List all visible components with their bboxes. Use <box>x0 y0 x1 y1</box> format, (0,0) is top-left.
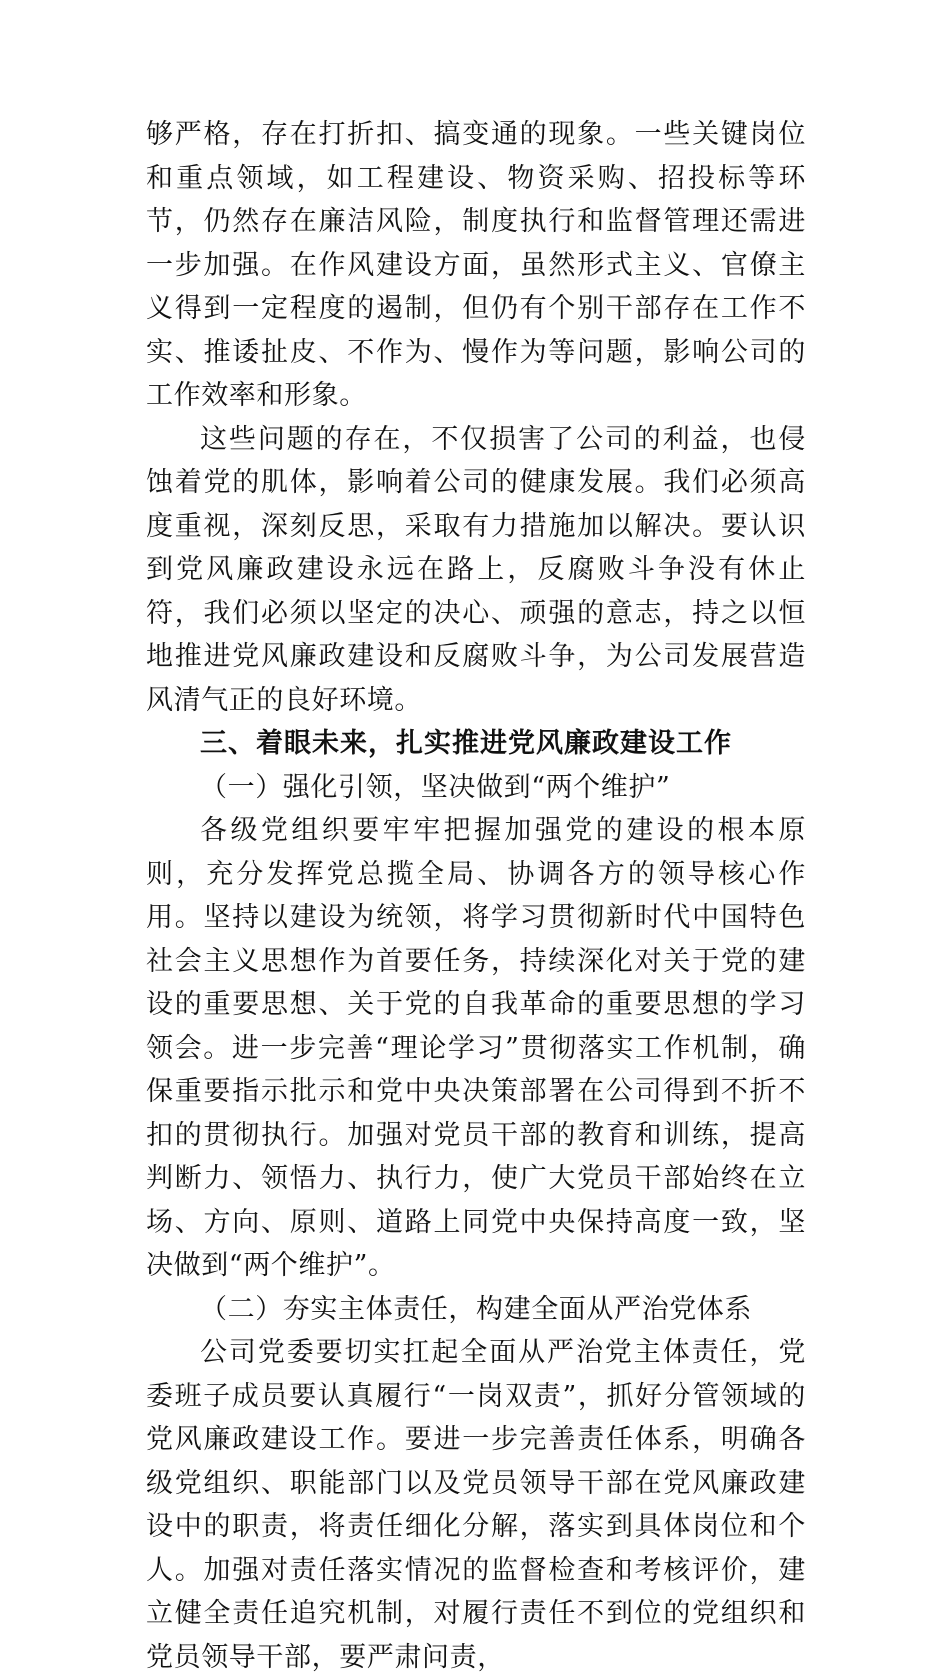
subsection-body-2: 公司党委要切实扛起全面从严治党主体责任，党委班子成员要认真履行“一岗双责”，抓好分管领域的党风廉政建设工作。要进一步完善责任体系，明确各级党组织、职能部门以及党员领导干部在党风廉政建设中的职责，将责任细化分解，落实到具体岗位和个人。加强对责任落实情况的监督检查和考核评价，建立健全责任追究机制，对履行责任不到位的党组织和党员领导干部，要严肃问责， <box>146 1337 806 1673</box>
paragraph-continuation: 够严格，存在打折扣、搞变通的现象。一些关键岗位和重点领域，如工程建设、物资采购、招投标等环节，仍然存在廉洁风险，制度执行和监督管理还需进一步加强。在作风建设方面，虽然形式主义、官僚主义得到一定程度的遏制，但仍有个别干部存在工作不实、推诿扯皮、不作为、慢作为等问题，影响公司的工作效率和形象。 <box>146 119 806 411</box>
section-heading: 三、着眼未来，扎实推进党风廉政建设工作 <box>200 728 732 759</box>
subsection-body-1: 各级党组织要牢牢把握加强党的建设的根本原则，充分发挥党总揽全局、协调各方的领导核心作用。坚持以建设为统领，将学习贯彻新时代中国特色社会主义思想作为首要任务，持续深化对关于党的建设的重要思想、关于党的自我革命的重要思想的学习领会。进一步完善“理论学习”贯彻落实工作机制，确保重要指示批示和党中央决策部署在公司得到不折不扣的贯彻执行。加强对党员干部的教育和训练，提高判断力、领悟力、执行力，使广大党员干部始终在立场、方向、原则、道路上同党中央保持高度一致，坚决做到“两个维护”。 <box>146 815 806 1281</box>
subsection-heading-2: （二）夯实主体责任，构建全面从严治党体系 <box>200 1293 752 1325</box>
document-body <box>146 113 806 1679</box>
subsection-heading-1: （一）强化引领，坚决做到“两个维护” <box>200 771 671 803</box>
paragraph-problems-impact: 这些问题的存在，不仅损害了公司的利益，也侵蚀着党的肌体，影响着公司的健康发展。我们必须高度重视，深刻反思，采取有力措施加以解决。要认识到党风廉政建设永远在路上，反腐败斗争没有休止符，我们必须以坚定的决心、顽强的意志，持之以恒地推进党风廉政建设和反腐败斗争，为公司发展营造风清气正的良好环境。 <box>146 423 806 716</box>
